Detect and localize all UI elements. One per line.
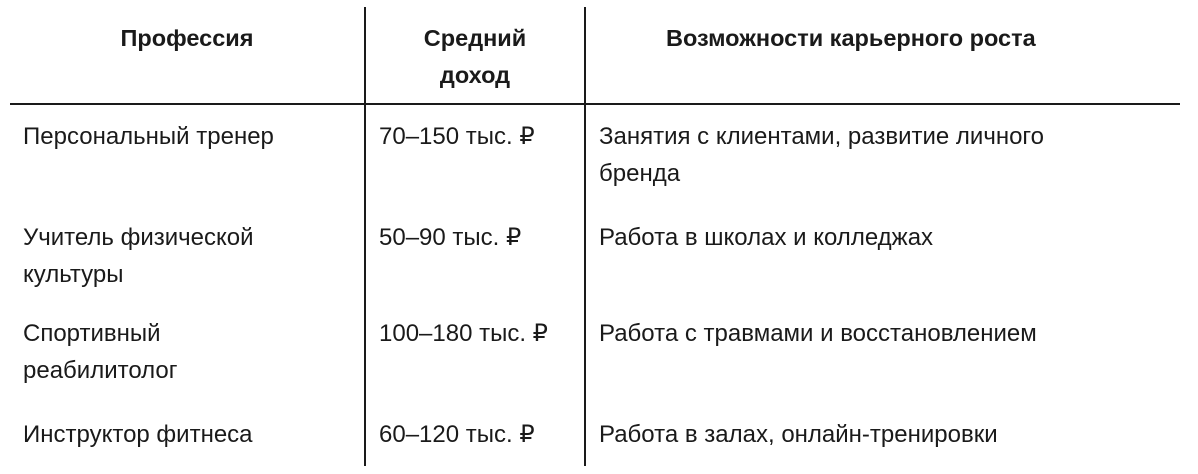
cell-profession: Учитель физической культуры	[23, 224, 254, 288]
cell-growth: Занятия с клиентами, развитие личного бренда	[599, 123, 1045, 187]
column-divider	[364, 7, 366, 466]
cell-growth: Работа в залах, онлайн-тренировки	[599, 421, 998, 448]
header-income: Средний доход	[423, 25, 527, 88]
cell-growth: Работа в школах и колледжах	[599, 224, 934, 251]
header-divider	[10, 103, 1180, 105]
column-divider	[584, 7, 586, 466]
cell-income: 60–120 тыс. ₽	[379, 421, 535, 448]
cell-income: 100–180 тыс. ₽	[379, 320, 548, 347]
cell-profession: Персональный тренер	[23, 123, 274, 150]
header-profession: Профессия	[120, 25, 254, 51]
cell-growth: Работа с травмами и восстановлением	[599, 320, 1037, 347]
cell-profession: Спортивный реабилитолог	[23, 320, 178, 384]
cell-income: 70–150 тыс. ₽	[379, 123, 535, 150]
cell-income: 50–90 тыс. ₽	[379, 224, 522, 251]
header-growth: Возможности карьерного роста	[666, 25, 1036, 51]
cell-profession: Инструктор фитнеса	[23, 421, 253, 448]
